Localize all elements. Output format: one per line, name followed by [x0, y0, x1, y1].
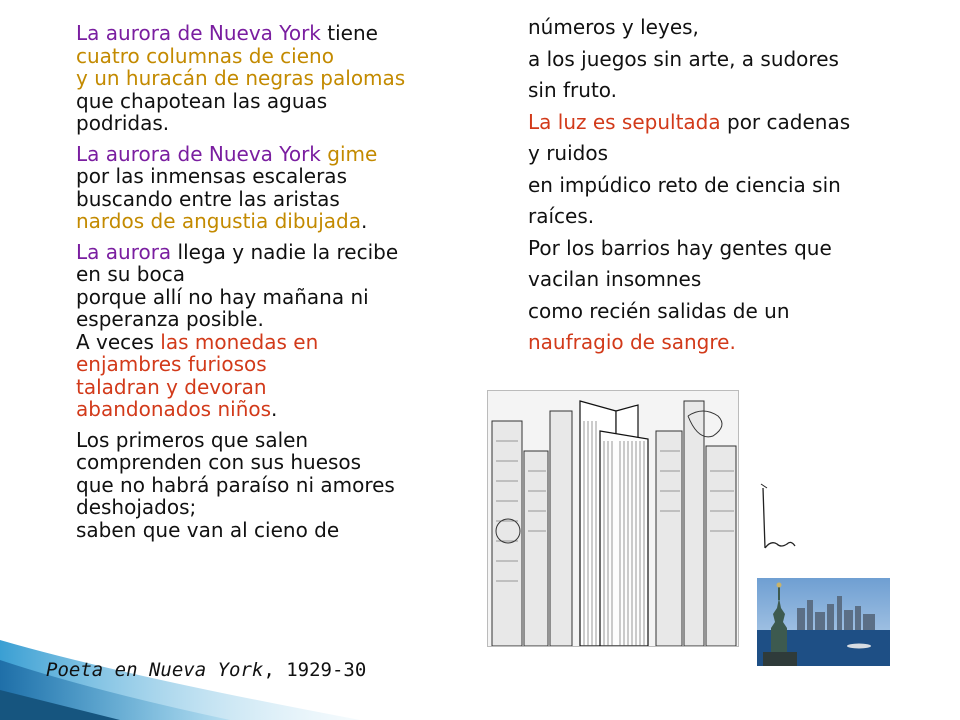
poem-segment: taladran y devoran [76, 374, 267, 399]
poem-segment: La aurora de Nueva York [76, 21, 321, 45]
poem-line [76, 45, 456, 68]
poem-segment: por las inmensas escaleras [76, 164, 347, 188]
poem-segment: cuatro columnas de cieno [76, 43, 334, 68]
poem-segment: La aurora [76, 239, 172, 264]
poem-segment: porque allí no hay mañana ni [76, 284, 369, 309]
poem-line [76, 474, 456, 497]
poem-line [76, 241, 456, 264]
statue-of-liberty-photo [757, 578, 890, 666]
poem-line [528, 170, 928, 202]
poem-line [76, 496, 456, 519]
stanza [76, 22, 456, 135]
poem-segment: tiene [320, 21, 378, 45]
poem-line [76, 188, 456, 211]
poem-line [76, 112, 456, 135]
poem-right-column [528, 12, 928, 359]
poem-segment: La aurora de Nueva York [76, 141, 321, 166]
poem-segment: Por los barrios hay gentes que [528, 235, 832, 260]
stanza [76, 143, 456, 233]
poem-line [76, 308, 456, 331]
poem-line [76, 143, 456, 166]
poem-line [76, 22, 456, 45]
poem-segment: las monedas en [160, 329, 319, 354]
poem-line [528, 201, 928, 233]
poem-segment: y ruidos [528, 141, 608, 165]
poem-segment: en impúdico reto de ciencia sin [528, 172, 841, 197]
stanza [76, 429, 456, 542]
poem-segment: que chapotean las aguas [76, 88, 328, 113]
poem-segment: gime [320, 141, 378, 166]
poem-segment: vacilan insomnes [528, 267, 702, 291]
stanza [76, 241, 456, 421]
poem-segment: que no habrá paraíso ni amores [76, 472, 395, 497]
poem-segment: nardos de angustia dibujada [76, 209, 361, 233]
poem-line [76, 519, 456, 542]
poem-segment: sin fruto. [528, 78, 618, 102]
poem-line [528, 296, 928, 328]
poem-line [528, 12, 928, 44]
poem-line [76, 398, 456, 421]
poem-line [76, 210, 456, 233]
poem-line [528, 107, 928, 139]
poem-segment: a los juegos sin arte, a sudores [528, 46, 839, 71]
poem-segment: A veces [76, 329, 161, 354]
poem-line [76, 353, 456, 376]
caption-years: , 1929-30 [263, 659, 367, 681]
poem-line [76, 90, 456, 113]
poem-segment: por cadenas [720, 109, 851, 134]
poem-segment: . [271, 397, 278, 421]
poem-segment: deshojados; [76, 495, 197, 519]
poem-segment: en su boca [76, 262, 185, 286]
poem-segment: saben que van al cieno de [76, 517, 340, 542]
poem-segment: comprenden con sus huesos [76, 450, 362, 474]
poem-line [76, 376, 456, 399]
poem-segment: buscando entre las aristas [76, 186, 340, 211]
poem-line [528, 75, 928, 107]
poem-line [76, 429, 456, 452]
poem-segment: esperanza posible. [76, 307, 264, 331]
poem-segment: abandonados niños [76, 397, 272, 421]
book-title: Poeta en Nueva York [46, 659, 264, 681]
poem-line [528, 264, 928, 296]
corner-swoosh-decoration [0, 580, 360, 720]
poem-segment: como recién salidas de un [528, 298, 790, 323]
poem-left-column [76, 22, 456, 549]
poem-segment: raíces. [528, 204, 595, 228]
poem-line [76, 67, 456, 90]
poem-line [528, 138, 928, 170]
poem-line [528, 44, 928, 76]
poem-segment: . [361, 209, 368, 233]
poem-segment: La luz es sepultada [528, 109, 721, 134]
poem-line [528, 233, 928, 265]
poem-line [76, 451, 456, 474]
skyscrapers-sketch-image [487, 390, 739, 647]
poem-line [76, 165, 456, 188]
poem-line [528, 327, 928, 359]
poem-segment: números y leyes, [528, 15, 699, 39]
poem-segment: naufragio de sangre. [528, 330, 736, 354]
poem-segment: llega y nadie la recibe [171, 239, 399, 264]
poem-segment: Los primeros que salen [76, 427, 309, 452]
poem-segment: y un huracán de negras palomas [76, 66, 406, 90]
caption [46, 659, 366, 681]
poem-segment: podridas. [76, 111, 170, 135]
poem-segment: enjambres furiosos [76, 352, 267, 376]
signature-image [755, 478, 805, 558]
poem-line [76, 331, 456, 354]
poem-line [76, 286, 456, 309]
poem-line [76, 263, 456, 286]
